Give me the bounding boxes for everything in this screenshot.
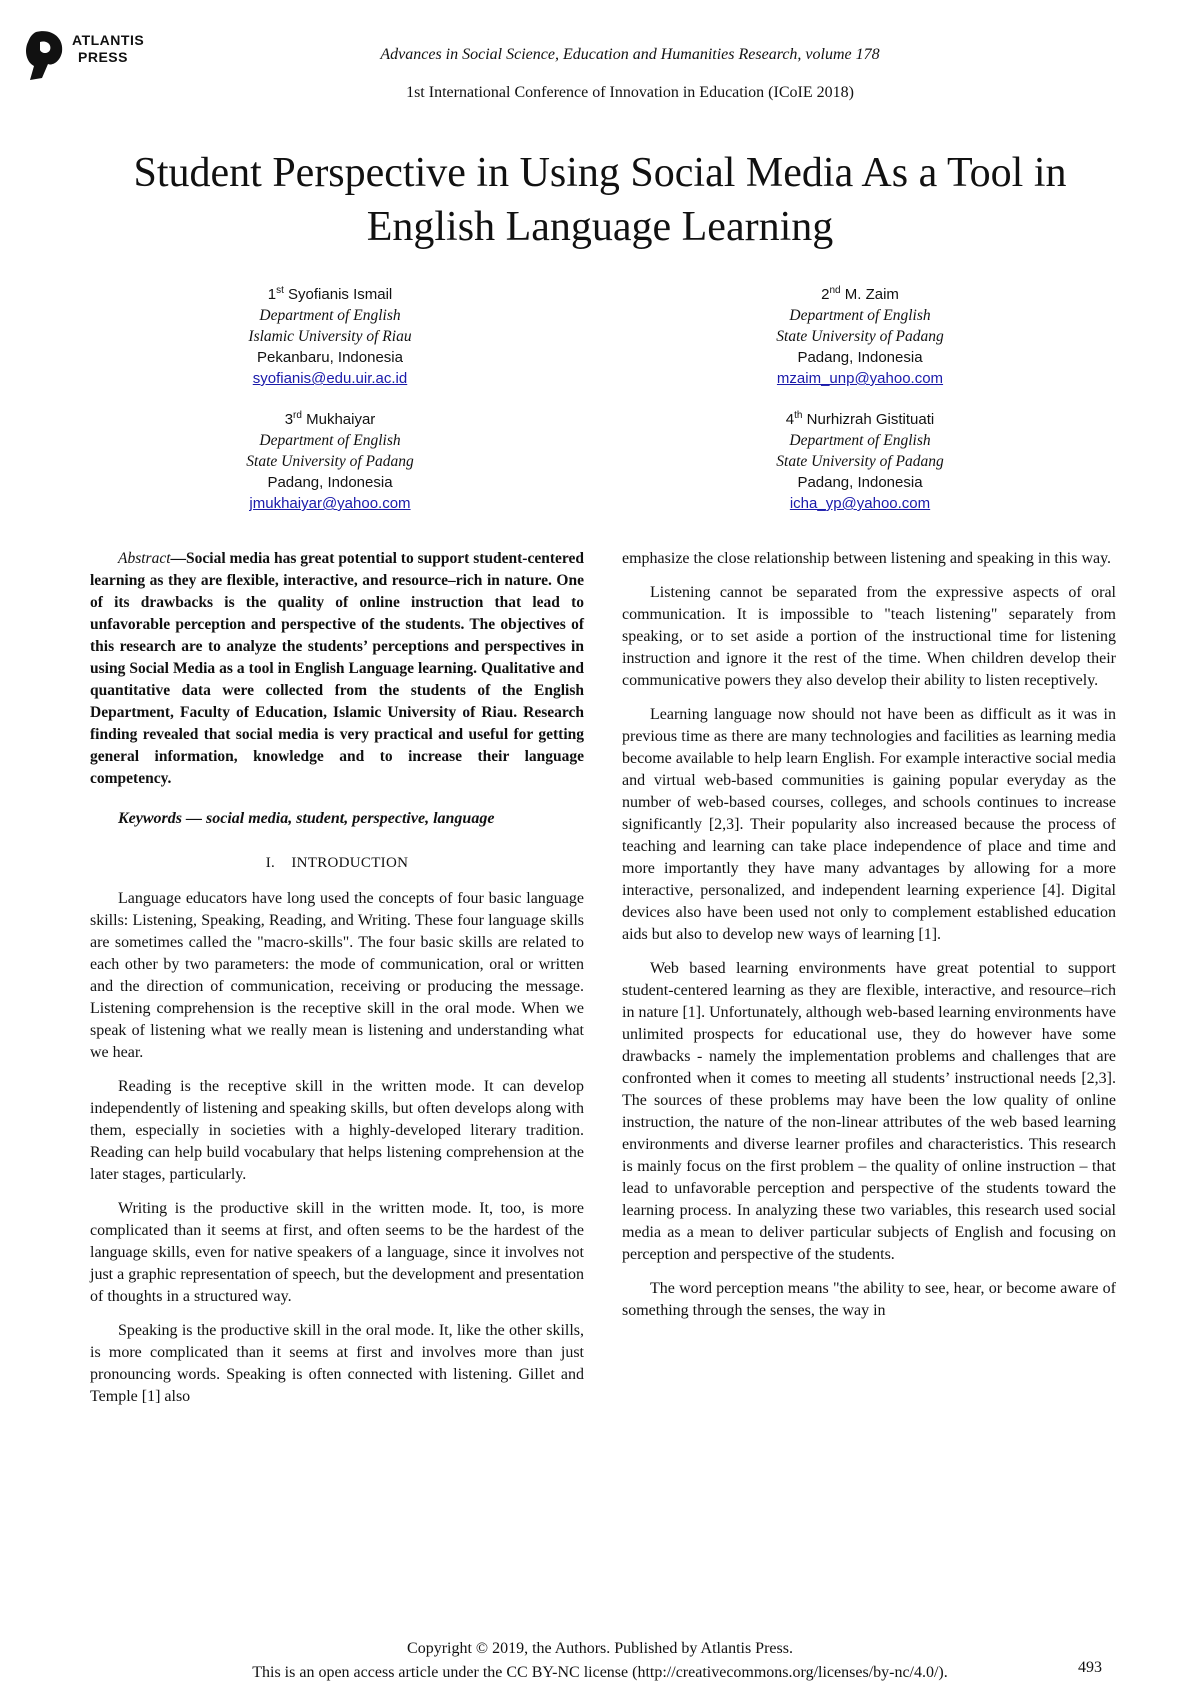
logo-line-2: PRESS [78, 49, 128, 65]
body-paragraph: Learning language now should not have been as difficult as it was in previous time as there are many technologies and facilities as learning media become available to help learn English. For example interactive social media and virtual web-based communities is gaining popular everyday as the number of web-based courses, colleges, and schools continues to increase significantly [2,3]. Their popularity also increased because the process of teaching and learning can take place independence of place and time and more importantly they have many advantages by allowing for a more interactive, personalized, and independent learning experience [4]. Digital devices also have been used not only to complement established education aids but also to develop new ways of learning [1]. [622, 706, 1116, 943]
body-paragraph: Web based learning environments have great potential to support student-centered learning as they are flexible, interactive, and resource–rich in nature [1]. Unfortunately, although web-based learning environments have unlimited prospects for educational use, they do however have some drawbacks - namely the implementation problems and challenges that are confronted when it comes to meeting all students’ instructional needs [2,3]. The sources of these problems may have been the low quality of online instruction, the nature of the non-linear attributes of the web based learning environments and diverse learner profiles and characteristics. This research is mainly focus on the first problem – the quality of online instruction – that lead to unfavorable perception and perspective of the students toward the learning process. In analyzing these two variables, this research used social media as a mean to deliver particular subjects of English and focusing on perception and perspective of the students. [622, 960, 1116, 1263]
abstract-text: —Social media has great potential to support student-centered learning as they are flexible, interactive, and resource–rich in nature. One of its drawbacks is the quality of online instruction that lead to unfavorable perception and perspective of the students. The objectives of this research are to analyze the students’ perceptions and perspectives in using Social Media as a tool in English Language learning. Qualitative and quantitative data were collected from the students of the English Department, Faculty of Education, Islamic University of Riau. Research finding revealed that social media is very practical and useful for getting general information, knowledge and to increase their language competency. [90, 550, 584, 787]
left-column [90, 548, 584, 1408]
author-univ: State University of Padang [776, 328, 944, 345]
keywords: Keywords — social media, student, perspective, language [118, 810, 495, 827]
body-paragraph: Reading is the receptive skill in the written mode. It can develop independently of listening and speaking skills, but often develops along with them, especially in societies with a highly-developed literary tradition. Reading can help build vocabulary that helps listening comprehension at the later stages, particularly. [90, 1078, 584, 1183]
body-paragraph: Speaking is the productive skill in the oral mode. It, like the other skills, is more complicated than it seems at first and involves more than just pronouncing words. Speaking is often connected with listening. Gillet and Temple [1] also [90, 1322, 584, 1405]
author-email-link[interactable]: icha_yp@yahoo.com [789, 495, 931, 512]
author-name: Syofianis Ismail [288, 286, 393, 303]
author-dept: Department of English [259, 307, 401, 324]
author-dept: Department of English [789, 432, 931, 449]
right-column [622, 548, 1116, 1322]
paper-title: Student Perspective in Using Social Media As a Tool in English Language Learning [133, 150, 1067, 250]
body-paragraph-continued: emphasize the close relationship between listening and speaking in this way. [622, 550, 1112, 567]
author-email-link[interactable]: jmukhaiyar@yahoo.com [249, 495, 411, 512]
author-dept: Department of English [259, 432, 401, 449]
body-paragraph: Writing is the productive skill in the written mode. It, too, is more complicated than it seems at first, and often seems to be the hardest of the language skills, even for native speakers of a language, since it involves not just a graphic representation of speech, but the development and presentation of thoughts in a structured way. [90, 1200, 584, 1305]
logo-line-1: ATLANTIS [72, 32, 145, 48]
author-city: Pekanbaru, Indonesia [257, 349, 403, 366]
author-city: Padang, Indonesia [267, 474, 393, 491]
abstract-label: Abstract [118, 550, 171, 567]
author-city: Padang, Indonesia [797, 474, 923, 491]
author-block-4: 4th Nurhizrah Gistituati Department of English State University of Padang Padang, Indonesia icha_yp@yahoo.com [670, 405, 1050, 514]
body-paragraph: The word perception means "the ability to see, hear, or become aware of something through the senses, the way in [622, 1280, 1116, 1319]
author-block-1: 1st Syofianis Ismail Department of English Islamic University of Riau Pekanbaru, Indonesia syofianis@edu.uir.ac.id [140, 280, 520, 389]
author-dept: Department of English [789, 307, 931, 324]
page-number: 493 [1078, 1659, 1102, 1676]
conference-header: 1st International Conference of Innovation in Education (ICoIE 2018) [406, 84, 854, 101]
author-name: M. Zaim [844, 286, 899, 303]
author-univ: Islamic University of Riau [248, 328, 412, 345]
author-city: Padang, Indonesia [797, 349, 923, 366]
author-block-3: 3rd Mukhaiyar Department of English State University of Padang Padang, Indonesia jmukhaiyar@yahoo.com [140, 405, 520, 514]
author-univ: State University of Padang [776, 453, 944, 470]
copyright-notice: Copyright © 2019, the Authors. Published by Atlantis Press. [407, 1640, 793, 1657]
abstract [90, 548, 584, 790]
author-name: Nurhizrah Gistituati [806, 411, 935, 428]
author-block-2: 2nd M. Zaim Department of English State University of Padang Padang, Indonesia mzaim_unp@yahoo.com [670, 280, 1050, 389]
author-name: Mukhaiyar [306, 411, 376, 428]
series-header: Advances in Social Science, Education and Humanities Research, volume 178 [380, 46, 880, 63]
section-heading: I. INTRODUCTION [265, 855, 409, 871]
author-email-link[interactable]: mzaim_unp@yahoo.com [776, 370, 944, 387]
author-univ: State University of Padang [246, 453, 414, 470]
body-paragraph: Listening cannot be separated from the expressive aspects of oral communication. It is impossible to "teach listening" separately from speaking, or to set aside a portion of the instructional time for listening instruction and ignore it the rest of the time. When children develop their communicative powers they also develop their ability to listen receptively. [622, 584, 1116, 689]
license-notice: This is an open access article under the CC BY-NC license (http://creativecommons.org/licenses/by-nc/4.0/). [252, 1664, 948, 1681]
author-email-link[interactable]: syofianis@edu.uir.ac.id [252, 370, 408, 387]
body-paragraph: Language educators have long used the concepts of four basic language skills: Listening, Speaking, Reading, and Writing. These four language skills are sometimes called the "macro-skills". The four basic skills are related to each other by two parameters: the mode of communication, oral or written and the direction of communication, receiving or producing the message. Listening comprehension is the receptive skill in the oral mode. When we speak of listening what we really mean is listening and understanding what we hear. [90, 890, 584, 1061]
